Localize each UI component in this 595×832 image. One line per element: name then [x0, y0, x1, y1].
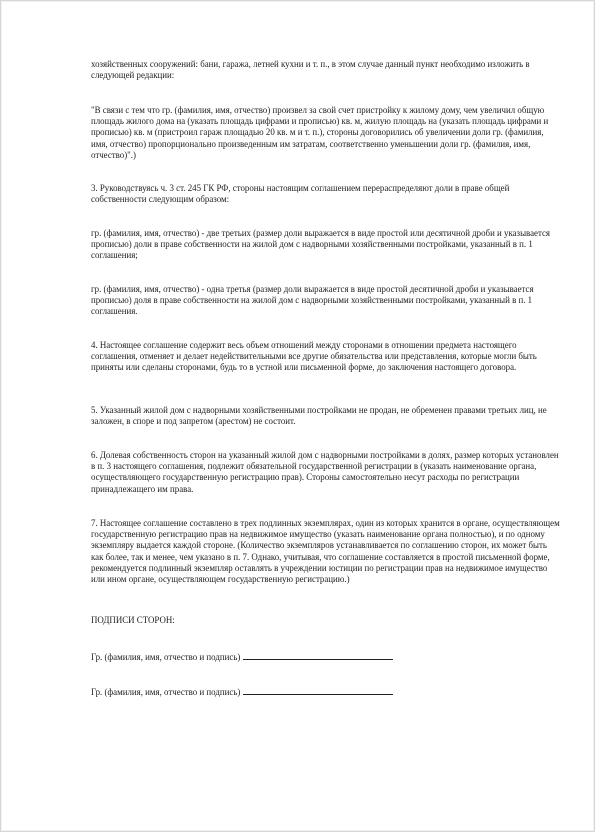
quoted-clause-paragraph: "В связи с тем что гр. (фамилия, имя, отчество) произвел за свой счет пристройку к жилому дому, чем увеличил общую площадь жилого дома на (указать площадь цифрами и прописью) кв. м, жилую площадь на (указать площадь цифрами и прописью) кв. м (пристроил гараж площадью 20 кв. м и т. п.), стороны договорились об увеличении доли гр. (фамилия, имя, отчество) пропорционально произведенным им затратам, соответственно уменьшении доли гр. (фамилия, имя, отчество)".): [91, 105, 549, 160]
signature-line-2: [91, 685, 393, 698]
clause-3-paragraph: 3. Руководствуясь ч. 3 ст. 245 ГК РФ, стороны настоящим соглашением перераспределяют доли в праве общей собственности следующим образом:: [91, 183, 510, 205]
clause-4-paragraph: 4. Настоящее соглашение содержит весь объем отношений между сторонами в отношении предмета настоящего соглашения, отменяет и делает недействительными все другие обязательства или представления, которые могли быть приняты или сделаны сторонами, будь то в устной или письменной форме, до заключения настоящего договора.: [91, 340, 537, 373]
intro-paragraph: хозяйственных сооружений: бани, гаража, летней кухни и т. п., в этом случае данный пункт необходимо изложить в следующей редакции:: [91, 59, 530, 81]
signature-label: Гр. (фамилия, имя, отчество и подпись): [91, 687, 241, 697]
clause-6-paragraph: 6. Долевая собственность сторон на указанный жилой дом с надворными постройками в долях, размер которых установлен в п. 3 настоящего соглашения, подлежит обязательной государственной регистрации в (указать наименование органа, осуществляющего государственную регистрацию прав). Стороны самостоятельно несут расходы по регистрации принадлежащего им права.: [91, 450, 559, 494]
signatures-heading: ПОДПИСИ СТОРОН:: [91, 615, 175, 625]
clause-5-paragraph: 5. Указанный жилой дом с надворными хозяйственными постройками не продан, не обременен правами третьих лиц, не заложен, в споре и под запретом (арестом) не состоит.: [91, 405, 547, 427]
signature-line-1: [91, 650, 393, 663]
clause-7-paragraph: 7. Настоящее соглашение составлено в трех подлинных экземплярах, один из которых хранится в органе, осуществляющем государственную регистрацию прав на недвижимое имущество (указать наименование органа полностью), и по одному экземпляру выдается каждой стороне. (Количество экземпляров устанавливается по соглашению сторон, их может быть как более, так и менее, чем указано в п. 7. Однако, учитывая, что соглашение составляется в простой письменной форме, рекомендуется подлинный экземпляр оставлять в учреждении юстиции по регистрации прав на недвижимое имущество или ином органе, осуществляющем государственную регистрацию.): [91, 518, 560, 585]
signature-blank: [243, 685, 393, 695]
share-party-2-paragraph: гр. (фамилия, имя, отчество) - одна третья (размер доли выражается в виде простой десятичной дроби и указывается прописью) доля в праве собственности на жилой дом с надворными хозяйственными постройками, указанный в п. 1 соглашения.: [91, 284, 534, 317]
signature-label: Гр. (фамилия, имя, отчество и подпись): [91, 652, 241, 662]
signature-blank: [243, 650, 393, 660]
share-party-1-paragraph: гр. (фамилия, имя, отчество) - две третьих (размер доли выражается в виде простой или десятичной дроби и указывается прописью) доли в праве собственности на жилой дом с надворными хозяйственными постройками, указанный в п. 1 соглашения;: [91, 228, 550, 261]
